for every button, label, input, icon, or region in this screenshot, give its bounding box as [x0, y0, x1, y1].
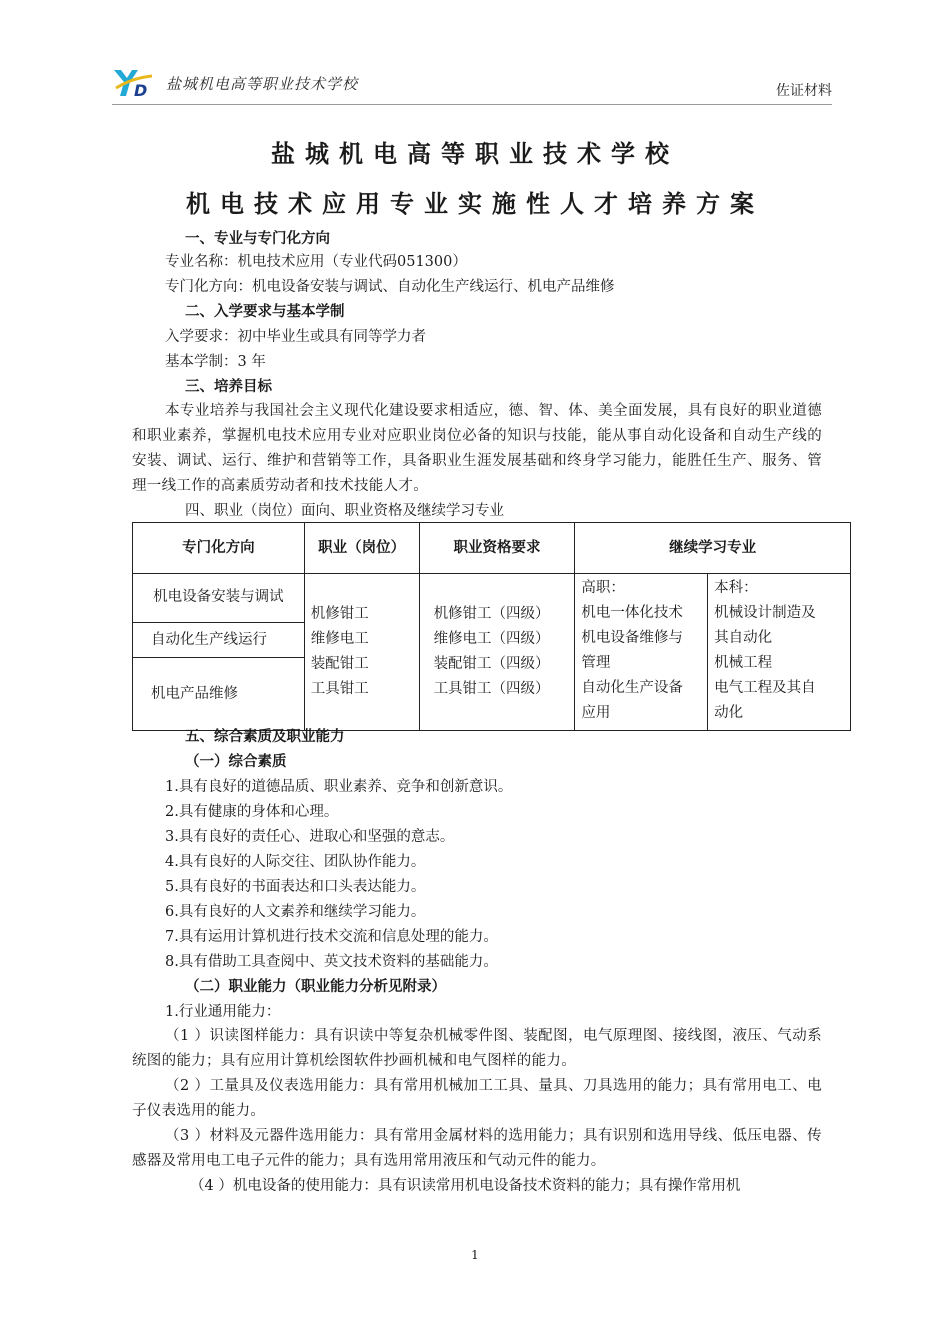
col-header-job: 职业（岗位） [304, 523, 419, 574]
career-table [132, 522, 851, 731]
study-item: 机电设备维修与 [581, 630, 683, 646]
study-item: 应用 [581, 705, 611, 721]
sec5-sub1: （一）综合素质 [185, 754, 287, 770]
ability-paragraph: （3 ）材料及元器件选用能力：具有常用金属材料的选用能力；具有识别和选用导线、低压电器、传感器及常用电工电子元件的能力；具有选用常用液压和气动元件的能力。 [132, 1128, 822, 1169]
general-ability-label: 1.行业通用能力： [165, 1004, 281, 1020]
header-divider [112, 104, 832, 105]
study-item: 管理 [581, 655, 611, 671]
page-header [112, 66, 832, 106]
quality-item: 7.具有运用计算机进行技术交流和信息处理的能力。 [165, 929, 498, 945]
quality-item: 8.具有借助工具查阅中、英文技术资料的基础能力。 [165, 954, 498, 970]
qualifications-cell [419, 574, 575, 731]
ability-paragraph: （2 ）工量具及仪表选用能力：具有常用机械加工工具、量具、刀具选用的能力；具有常用电工、电子仪表选用的能力。 [132, 1078, 822, 1119]
document-title: 机电技术应用专业实施性人才培养方案 [186, 190, 764, 218]
job-item: 装配钳工 [310, 656, 369, 672]
study-item: 机械工程 [714, 655, 773, 671]
svg-text:D: D [134, 81, 148, 100]
study-item: 本科： [714, 580, 758, 596]
sec5-heading: 五、综合素质及职业能力 [185, 729, 345, 745]
undergraduate-cell [708, 574, 851, 731]
study-item: 其自动化 [714, 630, 773, 646]
school-logo [112, 66, 358, 100]
job-item: 机修钳工 [310, 606, 369, 622]
qualification-item: 工具钳工（四级） [433, 681, 550, 697]
ability-line: （4 ）机电设备的使用能力：具有识读常用机电设备技术资料的能力；具有操作常用机 [190, 1178, 741, 1194]
direction-cell: 机电产品维修 [133, 658, 305, 731]
study-item: 自动化生产设备 [581, 680, 683, 696]
qualification-item: 机修钳工（四级） [433, 606, 550, 622]
study-item: 电气工程及其自 [714, 680, 816, 696]
quality-item: 1.具有良好的道德品质、职业素养、竞争和创新意识。 [165, 779, 513, 795]
higher-vocational-cell [575, 574, 708, 731]
job-item: 工具钳工 [310, 681, 369, 697]
specialization-direction: 专门化方向：机电设备安装与调试、自动化生产线运行、机电产品维修 [165, 279, 615, 295]
quality-item: 5.具有良好的书面表达和口头表达能力。 [165, 879, 426, 895]
study-item: 机电一体化技术 [581, 605, 683, 621]
program-duration: 基本学制：3 年 [165, 354, 266, 370]
evidence-label: 佐证材料 [776, 83, 832, 99]
quality-item: 2.具有健康的身体和心理。 [165, 804, 339, 820]
quality-item: 4.具有良好的人际交往、团队协作能力。 [165, 854, 426, 870]
qualification-item: 装配钳工（四级） [433, 656, 550, 672]
job-item: 维修电工 [310, 631, 369, 647]
study-item: 机械设计制造及 [714, 605, 816, 621]
yd-logo-icon [112, 66, 160, 100]
sec4-heading: 四、职业（岗位）面向、职业资格及继续学习专业 [185, 503, 504, 519]
col-header-further-study: 继续学习专业 [575, 523, 851, 574]
ability-paragraph: （1 ）识读图样能力：具有识读中等复杂机械零件图、装配图，电气原理图、接线图，液压、气动系统图的能力；具有应用计算机绘图软件抄画机械和电气图样的能力。 [132, 1028, 822, 1069]
school-title: 盐城机电高等职业技术学校 [271, 140, 679, 168]
quality-item: 3.具有良好的责任心、进取心和坚强的意志。 [165, 829, 455, 845]
logo-school-name: 盐城机电高等职业技术学校 [166, 74, 359, 93]
page-number: 1 [471, 1248, 479, 1262]
col-header-direction: 专门化方向 [133, 523, 305, 574]
jobs-cell [304, 574, 419, 731]
qualification-item: 维修电工（四级） [433, 631, 550, 647]
table-row [133, 574, 851, 623]
table-header-row [133, 523, 851, 574]
study-item: 高职： [581, 580, 625, 596]
sec3-heading: 三、培养目标 [185, 379, 272, 395]
training-goal-paragraph: 本专业培养与我国社会主义现代化建设要求相适应，德、智、体、美全面发展，具有良好的职业道德和职业素养，掌握机电技术应用专业对应职业岗位必备的知识与技能，能从事自动化设备和自动生产线的安装、调试、运行、维护和营销等工作，具备职业生涯发展基础和终身学习能力，能胜任生产、服务、管理一线工作的高素质劳动者和技术技能人才。 [132, 403, 822, 494]
direction-cell: 自动化生产线运行 [133, 622, 305, 657]
sec5-sub2: （二）职业能力（职业能力分析见附录） [185, 979, 446, 995]
col-header-qualification: 职业资格要求 [419, 523, 575, 574]
major-name: 专业名称：机电技术应用（专业代码051300） [165, 254, 467, 270]
admission-requirement: 入学要求：初中毕业生或具有同等学力者 [165, 329, 426, 345]
direction-cell: 机电设备安装与调试 [133, 574, 305, 623]
sec1-heading: 一、专业与专门化方向 [185, 231, 330, 247]
study-item: 动化 [714, 705, 744, 721]
sec2-heading: 二、入学要求与基本学制 [185, 304, 345, 320]
quality-item: 6.具有良好的人文素养和继续学习能力。 [165, 904, 426, 920]
